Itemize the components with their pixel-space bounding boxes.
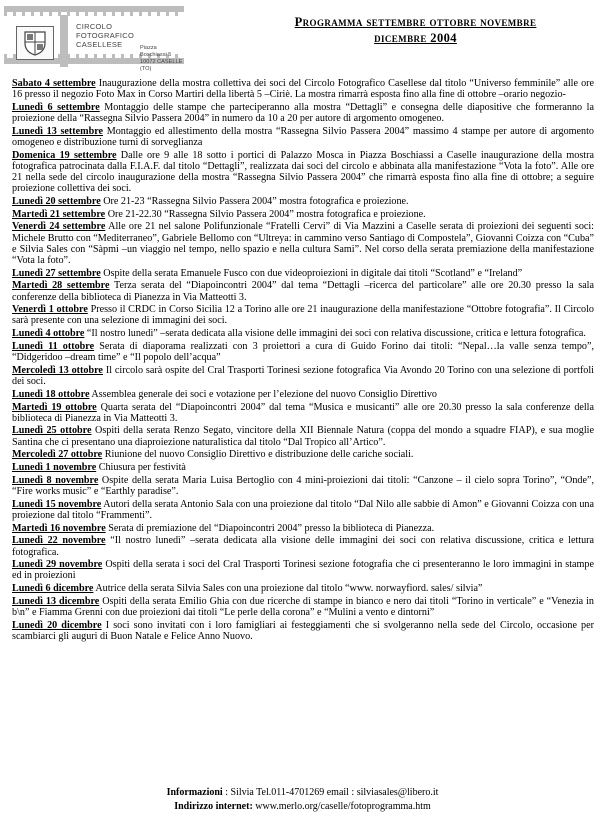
program-entry xyxy=(12,365,594,387)
entry-text: Ore 21-23 “Rassegna Silvio Passera 2004” mostra fotografica e proiezione. xyxy=(100,195,409,207)
entry-text: “Il nostro lunedì” –serata dedicata alla visione delle immagini dei soci con relativa discussione, critica e lettura fotografica. xyxy=(84,328,586,340)
address-line: Piazza Boschiassi 5 xyxy=(140,45,172,58)
org-name xyxy=(76,22,134,49)
entry-date: Lunedì 13 dicembre xyxy=(12,595,100,607)
entry-date: Lunedì 29 novembre xyxy=(12,559,103,571)
program-entry xyxy=(12,596,594,618)
entry-date: Lunedì 8 novembre xyxy=(12,474,99,486)
entry-date: Lunedì 11 ottobre xyxy=(12,340,95,352)
program-entry xyxy=(12,280,594,302)
entry-date: Lunedì 18 ottobre xyxy=(12,388,90,400)
program-entry xyxy=(12,475,594,497)
entry-date: Martedì 21 settembre xyxy=(12,208,106,220)
program-entry xyxy=(12,196,594,207)
entry-date: Mercoledì 13 ottobre xyxy=(12,364,103,376)
entry-date: Domenica 19 settembre xyxy=(12,149,117,161)
entry-date: Lunedì 1 novembre xyxy=(12,462,97,474)
entry-date: Venerdì 1 ottobre xyxy=(12,304,88,316)
address-line: 10072 CASELLE (TO) xyxy=(140,59,183,72)
entry-text: Ospiti della serata Emilio Ghia con due ricerche di stampe in bianco e nero dai titoli “Torino in verticale” e “Venezia in b\n” e Fiamma Grenni con due proiezioni dai titoli “Le perle della corona” e “Mulini a vento e dintorni” xyxy=(12,595,594,619)
program-entry xyxy=(12,268,594,279)
entry-text: “Il nostro lunedì” –serata dedicata alla visione delle immagini dei soci con relativa discussione, critica e lettura fotografica. xyxy=(12,535,594,558)
program-entry xyxy=(12,559,594,581)
web-label: Indirizzo internet: xyxy=(174,801,253,812)
entry-date: Lunedì 4 ottobre xyxy=(12,328,85,340)
entry-date: Lunedì 6 dicembre xyxy=(12,583,94,595)
entry-text: Serata di premiazione del “Diapoincontri 2004” presso la biblioteca di Pianezza. xyxy=(105,522,435,534)
entry-text: I soci sono invitati con i loro famigliari ai festeggiamenti che si svolgeranno nella sede del Circolo, occasione per scambiarci gli auguri di Buon Natale e Felice Anno Nuovo. xyxy=(12,619,594,643)
org-name-line: CIRCOLO xyxy=(76,22,113,31)
entry-text: Presso il CRDC in Corso Sicilia 12 a Torino alle ore 21 inaugurazione della manifestazione “Ottobre fotografia”. Il Circolo sarà presente con una selezione di immagini dei soci. xyxy=(12,304,594,327)
entry-date: Lunedì 25 ottobre xyxy=(12,425,92,437)
entry-date: Martedì 16 novembre xyxy=(12,522,106,534)
program-entry xyxy=(12,620,594,642)
program-entry xyxy=(12,389,594,400)
title-line: dicembre 2004 xyxy=(374,31,457,45)
entry-text: Ospite della serata Emanuele Fusco con due videoproiezioni in digitale dai titoli “Scotland” e “Ireland” xyxy=(100,267,523,279)
program-entry xyxy=(12,126,594,148)
page-header xyxy=(0,0,605,70)
entry-text: Riunione del nuovo Consiglio Direttivo e distribuzione delle cariche sociali. xyxy=(102,449,414,461)
entry-date: Martedì 28 settembre xyxy=(12,280,110,292)
entry-text: Assemblea generale dei soci e votazione per l’elezione del nuovo Consiglio Direttivo xyxy=(89,388,437,400)
entry-text: Ospiti della serata Renzo Segato, vincitore della XII Biennale Natura (coppa del mondo a squadre FIAP), e sua moglie Santina che ci presentano una diaproiezione naturalistica dal titolo “Dal Tropico all’Artico”. xyxy=(12,425,594,448)
contact-info xyxy=(0,786,605,800)
web-text: www.merlo.org/caselle/fotoprogramma.htm xyxy=(252,801,431,812)
program-entry xyxy=(12,535,594,557)
entry-text: Serata di diaporama realizzati con 3 proiettori a cura di Guido Forino dai titoli: “Nepal…la valle senza tempo”, “Didgeridoo –dream time” e “Il popolo dell’acqua” xyxy=(12,340,594,364)
entry-date: Lunedì 27 settembre xyxy=(12,267,101,279)
film-divider xyxy=(60,15,68,67)
program-entry xyxy=(12,449,594,460)
program-entry xyxy=(12,209,594,220)
entry-date: Lunedì 13 settembre xyxy=(12,125,104,137)
program-entry xyxy=(12,102,594,124)
entry-text: Ospite della serata Maria Luisa Bertoglio con 4 mini-proiezioni dai titoli: “Canzone – il cielo sopra Torino”, “Onde”, “Fire works music” e “Earthly paradise”. xyxy=(12,474,594,497)
page-title xyxy=(238,14,593,46)
page-footer xyxy=(0,786,605,814)
entry-text: Quarta serata del “Diapoincontri 2004” dal tema “Musica e musicanti” alle ore 20.30 presso la sala conferenze della biblioteca di Pianezza in Via Matteotti 3. xyxy=(12,401,594,424)
website-info xyxy=(0,800,605,814)
entry-text: Autrice della serata Silvia Sales con una proiezione dal titolo “www. norwayfiord. sales/ silvia” xyxy=(93,583,483,595)
entry-text: Terza serata del “Diapoincontri 2004” dal tema “Dettagli –ricerca del particolare” alle ore 20.30 presso la sala conferenze della biblioteca di Pianezza in Via Matteotti 3. xyxy=(12,280,594,303)
info-label: Informazioni xyxy=(166,787,223,798)
entry-date: Lunedì 22 novembre xyxy=(12,535,106,547)
program-entry xyxy=(12,341,594,363)
program-entry xyxy=(12,583,594,594)
program-entry xyxy=(12,425,594,447)
program-entry xyxy=(12,150,594,195)
entry-text: Ospiti della serata i soci del Cral Trasporti Torinesi sezione fotografia che ci presenteranno le loro immagini in stampe ed in proiezioni xyxy=(12,559,594,582)
program-list xyxy=(12,78,594,644)
crest-icon xyxy=(23,30,47,56)
entry-date: Venerdì 24 settembre xyxy=(12,221,106,233)
program-entry xyxy=(12,499,594,521)
program-entry xyxy=(12,328,594,339)
program-entry xyxy=(12,304,594,326)
entry-text: Alle ore 21 nel salone Polifunzionale “Fratelli Cervi” di Via Mazzini a Caselle serata di proiezioni dei seguenti soci: Michele Brutto con “Mediterraneo”, Gabriele Bellomo con “Ultreya: in cammino verso Santiago di Compostela”, Giovanni Coizza con “Cuba” e Silvia Sales con “Sàpmi –un viaggio nel tempo, nello spazio e nella cultura Sami”. Nel corso della serata premiazione della manifestazione “Vota la foto”. xyxy=(12,221,595,266)
program-entry xyxy=(12,221,594,266)
entry-text: Montaggio ed allestimento della mostra “Rassegna Silvio Passera 2004” massimo 4 stampe per autore di argomento omogeneo e distribuzione turni di sorveglianza xyxy=(12,125,594,148)
program-entry xyxy=(12,78,594,100)
title-line: Programma settembre ottobre novembre xyxy=(294,15,537,29)
program-entry xyxy=(12,462,594,473)
entry-text: Autori della serata Antonio Sala con una proiezione dal titolo “Dal Nilo alle sabbie di Amon” e Giovanni Coizza con una proiezione dal titolo “Frammenti”. xyxy=(12,498,594,521)
program-entry xyxy=(12,402,594,424)
entry-date: Lunedì 15 novembre xyxy=(12,498,102,510)
info-text: : Silvia Tel.011-4701269 email : silviasales@libero.it xyxy=(222,787,439,798)
entry-text: Il circolo sarà ospite del Cral Trasporti Torinesi sezione fotografica Via Avondo 20 Torino con una selezione di portfoli dei soci. xyxy=(12,364,594,388)
org-address xyxy=(140,45,184,73)
entry-text: Inaugurazione della mostra collettiva dei soci del Circolo Fotografico Casellese dal titolo “Universo femminile” alle ore 16 presso il negozio Foto Max in Corso Martiri della libertà 5 –Ciriè. La mostra rimarrà esposta fino alla fine di ottobre –orario negozio- xyxy=(12,78,594,101)
entry-date: Martedì 19 ottobre xyxy=(12,401,97,413)
org-name-line: FOTOGRAFICO xyxy=(76,31,135,40)
club-logo xyxy=(4,6,184,72)
org-name-line: CASELLESE xyxy=(76,40,123,49)
entry-text: Chiusura per festività xyxy=(96,462,186,474)
entry-date: Lunedì 20 dicembre xyxy=(12,619,102,631)
entry-date: Lunedì 6 settembre xyxy=(12,101,100,113)
entry-date: Lunedì 20 settembre xyxy=(12,195,101,207)
entry-text: Ore 21-22.30 “Rassegna Silvio Passera 2004” mostra fotografica e proiezione. xyxy=(105,208,426,220)
entry-text: Dalle ore 9 alle 18 sotto i portici di Palazzo Mosca in Piazza Boschiassi a Caselle inaugurazione della mostra fotografica patrocinata dalla F.I.A.F. dal titolo “Dettagli”, realizzata dai soci del circolo e abbinata alla manifestazione “Vota la foto”. Alle ore 21 nella sede del circolo inaugurazione della mostra “Rassegna Silvio Passera 2004” che rimarrà esposta fino alla fine di ottobre; a seguire proiezione collettiva dei soci. xyxy=(12,149,594,195)
program-entry xyxy=(12,523,594,534)
entry-date: Mercoledì 27 ottobre xyxy=(12,449,103,461)
entry-date: Sabato 4 settembre xyxy=(12,78,96,89)
entry-text: Montaggio delle stampe che parteciperanno alla mostra “Dettagli” e consegna delle diapositive che formeranno la proiezione della “Rassegna Silvio Passera 2004” in numero da 10 a 20 per autore di argomento omogeneo. xyxy=(12,101,594,125)
film-frame xyxy=(16,26,54,60)
